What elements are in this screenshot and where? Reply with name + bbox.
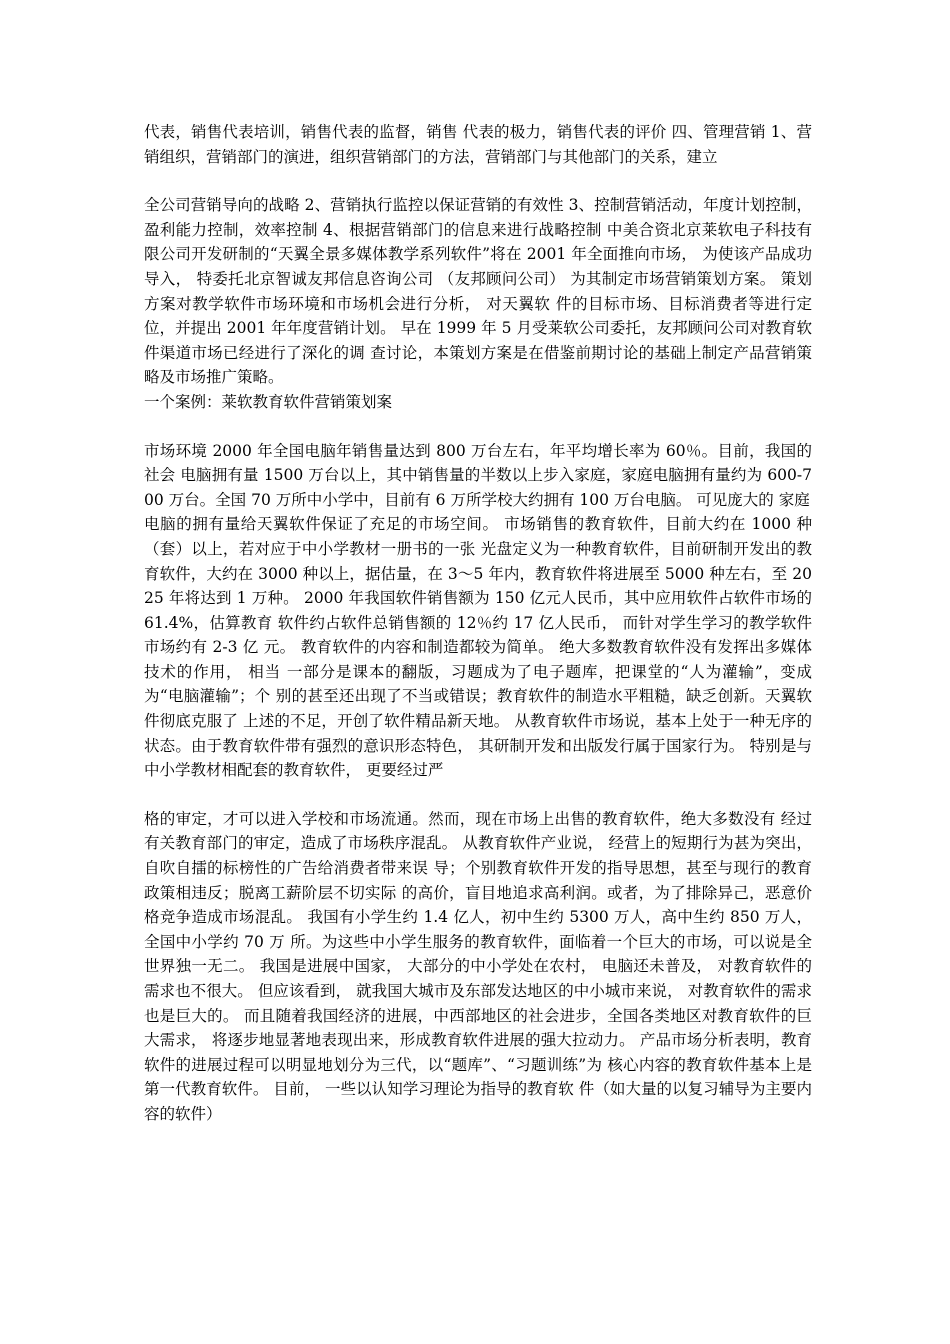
paragraph-market-space: 电脑的拥有量给天翼软件保证了充足的市场空间。 市场销售的教育软件，目前大约在 1000 种（套）以上，若对应于中小学教材一册书的一张 光盘定义为一种教育软件，目前研制开发出的教育软件，大约在 3000 种以上，据估量，在 3～5 年内，教育软件将进展至 5000 种左右，至 2025 年将达到 1 万种。 2000 年我国软件销售额为 150 亿元人民币，其中应用软件占软件市场的 61.4%，估算教育 软件约占软件总销售额的 12％约 17 亿人民币， 而针对学生学习的教学软件市场约有 2-3 亿 元。 教育软件的内容和制造都较为简单。 绝大多数教育软件没有发挥出多媒体技术的作用， 相当 一部分是课本的翻版，习题成为了电子题库，把课堂的“人为灌输”，变成为“电脑灌输”；个 别的甚至还出现了不当或错误；教育软件的制造水平粗糙，缺乏创新。天翼软件彻底克服了 上述的不足，开创了软件精品新天地。 从教育软件市场说，基本上处于一种无序的状态。由于教育软件带有强烈的意识形态特色， 其研制开发和出版发行属于国家行为。 特别是与中小学教材相配套的教育软件， 更要经过严 [144, 515, 812, 780]
paragraph-marketing-strategy: 全公司营销导向的战略 2、营销执行监控以保证营销的有效性 3、控制营销活动，年度计划控制，盈利能力控制，效率控制 4、根据营销部门的信息来进行战略控制 中美合资北京莱软电子科技有限公司开发研制的“天翼全景多媒体教学系列软件”将在 2001 年全面推向市场， 为使该产品成功导入， 特委托北京智诚友邦信息咨询公司 （友邦顾问公司） 为其制定市场营销策划方案。 策划方案对教学软件市场环境和市场机会进行分析， 对天翼软 件的目标市场、目标消费者等进行定位，并提出 2001 年年度营销计划。 早在 1999 年 5 月受莱软公司委托，友邦顾问公司对教育软件渠道市场已经进行了深化的调 查讨论，本策划方案是在借鉴前期讨论的基础上制定产品营销策略及市场推广策略。 [144, 196, 812, 387]
paragraph-marketing-management: 代表，销售代表培训，销售代表的监督，销售 代表的极力，销售代表的评价 四、管理营销 1、营销组织，营销部门的演进，组织营销部门的方法，营销部门与其他部门的关系，建立 [144, 123, 812, 166]
paragraph-market-analysis: 格的审定，才可以进入学校和市场流通。然而，现在市场上出售的教育软件，绝大多数没有 经过有关教育部门的审定，造成了市场秩序混乱。 从教育软件产业说， 经营上的短期行为甚为突出， 自吹自擂的标榜性的广告给消费者带来误 导；个别教育软件开发的指导思想，甚至与现行的教育政策相违反；脱离工薪阶层不切实际 的高价，盲目地追求高利润。或者，为了排除异己，恶意价格竞争造成市场混乱。 我国有小学生约 1.4 亿人，初中生约 5300 万人，高中生约 850 万人，全国中小学约 70 万 所。为这些中小学生服务的教育软件，面临着一个巨大的市场，可以说是全世界独一无二。 我国是进展中国家， 大部分的中小学处在农村， 电脑还未普及， 对教育软件的需求也不很大。 但应该看到， 就我国大城市及东部发达地区的中小城市来说， 对教育软件的需求也是巨大的。 而且随着我国经济的进展，中西部地区的社会进步，全国各类地区对教育软件的巨大需求， 将逐步地显著地表现出来，形成教育软件进展的强大拉动力。 产品市场分析表明，教育软件的进展过程可以明显地划分为三代，以“题库”、“习题训练”为 核心内容的教育软件基本上是第一代教育软件。 目前， 一些以认知学习理论为指导的教育软 件（如大量的以复习辅导为主要内容的软件） [144, 809, 812, 1123]
paragraph-market-environment: 市场环境 2000 年全国电脑年销售量达到 800 万台左右，年平均增长率为 60％。目前，我国的社会 电脑拥有量 1500 万台以上，其中销售量的半数以上步入家庭，家庭电脑拥有量约为 600-7 00 万台。全国 70 万所中小学中，目前有 6 万所学校大约拥有 100 万台电脑。 可见庞大的 家庭 [144, 441, 812, 509]
document-body [144, 120, 812, 1127]
case-heading: 一个案例：莱软教育软件营销策划案 [144, 392, 393, 411]
